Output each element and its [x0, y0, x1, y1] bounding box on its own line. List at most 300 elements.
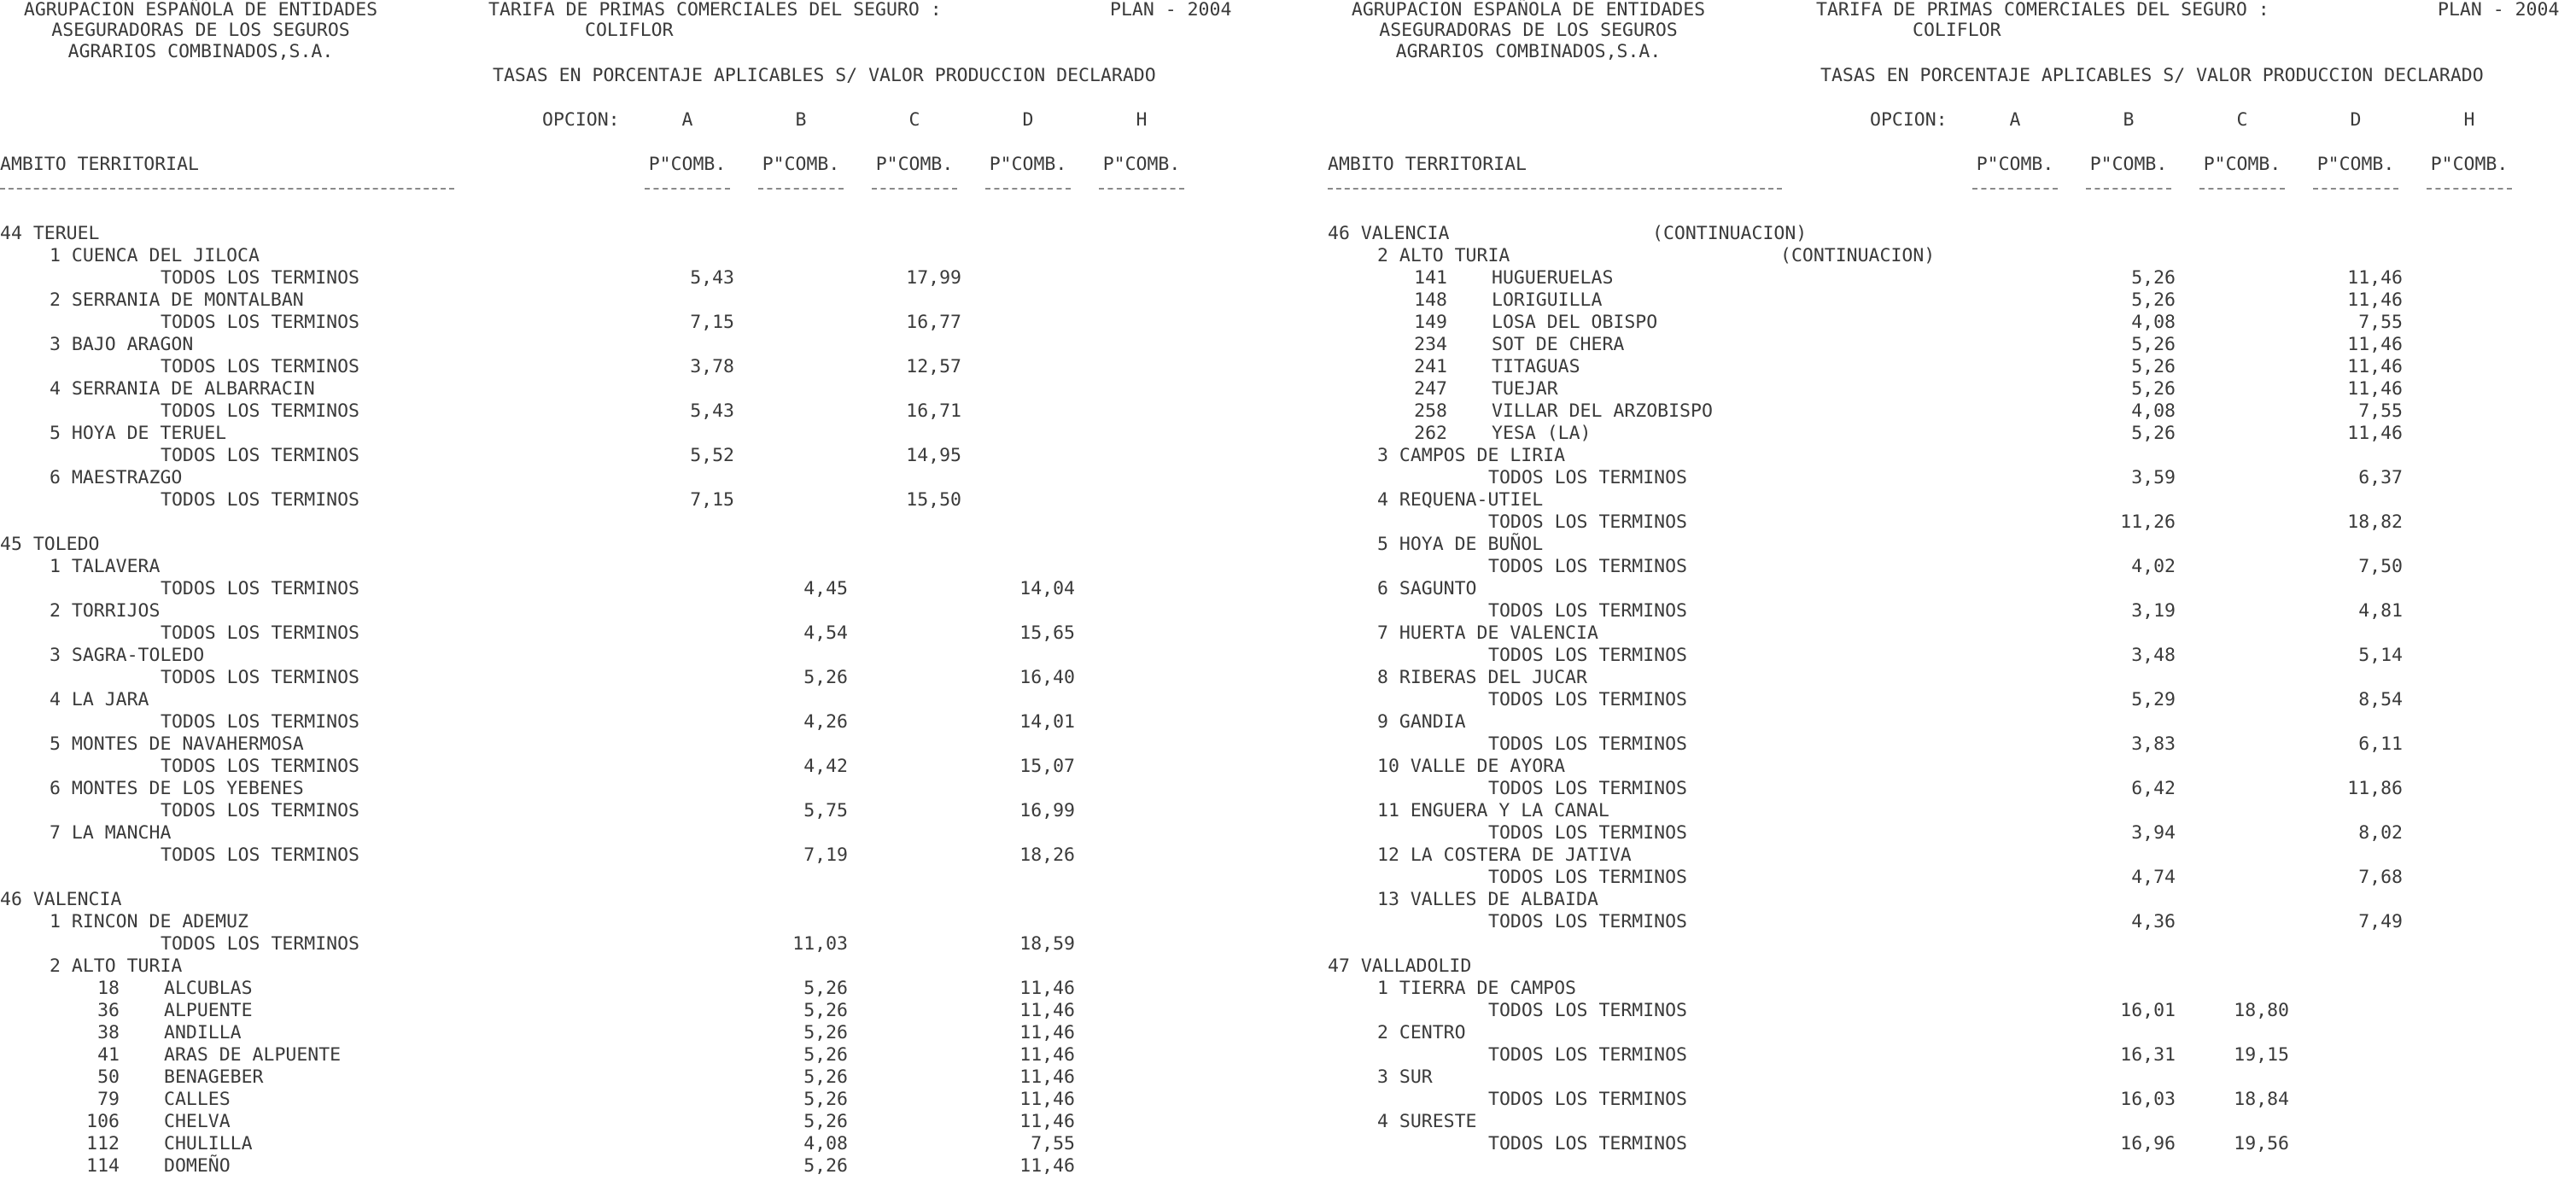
rate-b: 5,26 — [2131, 356, 2176, 377]
rate-d: 18,26 — [1019, 844, 1075, 866]
rate-b: 5,26 — [803, 1155, 848, 1177]
col-underline-a — [1972, 188, 2058, 190]
comarca-name: 10 VALLE DE AYORA — [1377, 756, 1566, 777]
comarca-row — [0, 379, 1288, 400]
rate-b: 5,26 — [803, 667, 848, 688]
term-label: TODOS LOS TERMINOS — [1488, 467, 1687, 488]
term-row — [1328, 690, 2576, 710]
rate-d: 7,68 — [2358, 867, 2403, 888]
term-label: TODOS LOS TERMINOS — [161, 622, 359, 644]
rate-d: 7,50 — [2358, 556, 2403, 577]
municipio-row — [1328, 268, 2576, 289]
option-c: C — [908, 109, 920, 131]
term-label: TODOS LOS TERMINOS — [1488, 556, 1687, 577]
rate-d: 11,46 — [1019, 1044, 1075, 1066]
rate-b: 5,29 — [2131, 689, 2176, 710]
rate-b: 11,03 — [792, 933, 848, 955]
spacer-row — [1328, 934, 2576, 955]
term-label: TODOS LOS TERMINOS — [161, 312, 359, 333]
rate-b: 5,26 — [2131, 267, 2176, 289]
municipio-code: 149 — [1414, 312, 1447, 333]
term-label: TODOS LOS TERMINOS — [161, 667, 359, 688]
comarca-name: 4 SURESTE — [1377, 1111, 1477, 1132]
comarca-name: 7 HUERTA DE VALENCIA — [1377, 622, 1598, 644]
comarca-name: 6 SAGUNTO — [1377, 578, 1477, 599]
municipio-name: ANDILLA — [164, 1022, 242, 1043]
rate-a: 3,78 — [690, 356, 734, 377]
term-row — [1328, 1134, 2576, 1154]
comarca-name: 3 BAJO ARAGON — [50, 334, 194, 355]
term-row — [1328, 912, 2576, 932]
col-header-b: P"COMB. — [762, 154, 840, 175]
rate-d: 11,46 — [1019, 1022, 1075, 1043]
municipio-name: VILLAR DEL ARZOBISPO — [1492, 400, 1713, 422]
col-header-b: P"COMB. — [2089, 154, 2168, 175]
term-row — [1328, 1090, 2576, 1110]
col-underline-b — [2086, 188, 2171, 190]
rate-d: 7,55 — [2358, 312, 2403, 333]
option-b: B — [2123, 109, 2135, 131]
rate-b: 5,26 — [2131, 334, 2176, 355]
rate-b: 3,94 — [2131, 822, 2176, 844]
rate-d: 11,46 — [1019, 1111, 1075, 1132]
comarca-name: 5 MONTES DE NAVAHERMOSA — [50, 733, 304, 755]
term-label: TODOS LOS TERMINOS — [161, 756, 359, 777]
rate-c: 19,15 — [2234, 1044, 2289, 1066]
province-name: 46 VALENCIA — [1328, 223, 1450, 244]
term-row — [1328, 512, 2576, 533]
province-row — [1328, 956, 2576, 977]
municipio-row — [1328, 401, 2576, 422]
term-row — [1328, 557, 2576, 577]
col-header-a: P"COMB. — [1976, 154, 2054, 175]
comarca-name: 2 TORRIJOS — [50, 600, 161, 622]
option-h: H — [2463, 109, 2475, 131]
option-b: B — [795, 109, 807, 131]
rate-b: 11,26 — [2120, 511, 2176, 533]
tariff-title: TARIFA DE PRIMAS COMERCIALES DEL SEGURO : — [488, 0, 942, 20]
municipio-name: TITAGUAS — [1492, 356, 1580, 377]
rate-b: 4,54 — [803, 622, 848, 644]
province-name: 45 TOLEDO — [0, 534, 100, 555]
comarca-name: 6 MONTES DE LOS YEBENES — [50, 778, 304, 799]
term-row — [0, 668, 1288, 688]
rate-d: 14,04 — [1019, 578, 1075, 599]
comarca-row — [1328, 490, 2576, 511]
municipio-row — [1328, 313, 2576, 333]
rate-d: 11,86 — [2347, 778, 2403, 799]
municipio-code: 18 — [97, 978, 120, 999]
comarca-row — [0, 690, 1288, 710]
municipio-name: LOSA DEL OBISPO — [1492, 312, 1658, 333]
rate-b: 4,08 — [2131, 400, 2176, 422]
term-label: TODOS LOS TERMINOS — [1488, 689, 1687, 710]
comarca-row — [1328, 446, 2576, 466]
col-header-h: P"COMB. — [1102, 154, 1181, 175]
rate-b: 4,74 — [2131, 867, 2176, 888]
comarca-row — [0, 424, 1288, 444]
term-row — [0, 268, 1288, 289]
term-label: TODOS LOS TERMINOS — [161, 489, 359, 511]
org-line-2: ASEGURADORAS DE LOS SEGUROS — [1379, 20, 1678, 41]
comarca-name: 11 ENGUERA Y LA CANAL — [1377, 800, 1609, 821]
rate-d: 6,37 — [2358, 467, 2403, 488]
col-header-c: P"COMB. — [875, 154, 954, 175]
rate-b: 5,26 — [803, 1044, 848, 1066]
rate-d: 4,81 — [2358, 600, 2403, 622]
rate-b: 4,08 — [2131, 312, 2176, 333]
org-line-1: AGRUPACION ESPAÑOLA DE ENTIDADES — [1351, 0, 1706, 20]
comarca-name: 2 SERRANIA DE MONTALBAN — [50, 289, 304, 311]
rate-d: 16,40 — [1019, 667, 1075, 688]
term-row — [0, 579, 1288, 599]
rate-c: 17,99 — [906, 267, 961, 289]
rate-d: 11,46 — [1019, 1066, 1075, 1088]
term-label: TODOS LOS TERMINOS — [1488, 1044, 1687, 1066]
col-underline-d — [2313, 188, 2398, 190]
option-a: A — [2009, 109, 2021, 131]
org-line-2: ASEGURADORAS DE LOS SEGUROS — [51, 20, 350, 41]
province-row — [1328, 224, 2576, 244]
term-row — [1328, 468, 2576, 488]
rate-b: 3,59 — [2131, 467, 2176, 488]
rate-b: 16,31 — [2120, 1044, 2176, 1066]
col-underline-c — [2199, 188, 2285, 190]
rate-c: 16,71 — [906, 400, 961, 422]
plan-label: PLAN - 2004 — [2438, 0, 2560, 20]
rate-c: 18,80 — [2234, 1000, 2289, 1021]
rate-b: 5,26 — [803, 1089, 848, 1110]
comarca-row — [1328, 668, 2576, 688]
term-row — [0, 446, 1288, 466]
spacer-row — [0, 512, 1288, 533]
municipio-code: 262 — [1414, 423, 1447, 444]
comarca-row — [0, 779, 1288, 799]
term-label: TODOS LOS TERMINOS — [161, 844, 359, 866]
rate-d: 7,55 — [1031, 1133, 1075, 1154]
comarca-name: 9 GANDIA — [1377, 711, 1466, 733]
col-header-d: P"COMB. — [2316, 154, 2395, 175]
municipio-row — [0, 1112, 1288, 1132]
comarca-name: 2 ALTO TURIA — [50, 955, 183, 977]
term-row — [0, 357, 1288, 377]
municipio-name: SOT DE CHERA — [1492, 334, 1625, 355]
municipio-code: 112 — [86, 1133, 120, 1154]
comarca-row — [1328, 845, 2576, 866]
rate-d: 18,59 — [1019, 933, 1075, 955]
rate-c: 16,77 — [906, 312, 961, 333]
option-label: OPCION: — [1870, 109, 1948, 131]
rate-a: 5,52 — [690, 445, 734, 466]
municipio-row — [1328, 335, 2576, 355]
org-line-3: AGRARIOS COMBINADOS,S.A. — [67, 41, 334, 62]
comarca-name: 6 MAESTRAZGO — [50, 467, 183, 488]
comarca-row — [0, 734, 1288, 755]
comarca-row — [0, 912, 1288, 932]
rate-b: 5,26 — [2131, 378, 2176, 400]
term-label: TODOS LOS TERMINOS — [161, 400, 359, 422]
term-label: TODOS LOS TERMINOS — [1488, 778, 1687, 799]
province-row — [0, 535, 1288, 555]
comarca-row — [0, 557, 1288, 577]
comarca-row — [1328, 712, 2576, 733]
municipio-row — [0, 1067, 1288, 1088]
municipio-name: ARAS DE ALPUENTE — [164, 1044, 342, 1066]
comarca-row — [0, 646, 1288, 666]
rate-d: 8,02 — [2358, 822, 2403, 844]
rate-b: 5,26 — [803, 1111, 848, 1132]
rate-d: 11,46 — [2347, 356, 2403, 377]
rate-b: 4,02 — [2131, 556, 2176, 577]
municipio-code: 141 — [1414, 267, 1447, 289]
municipio-name: LORIGUILLA — [1492, 289, 1603, 311]
municipio-name: YESA (LA) — [1492, 423, 1592, 444]
term-label: TODOS LOS TERMINOS — [1488, 645, 1687, 666]
rate-d: 16,99 — [1019, 800, 1075, 821]
rate-d: 6,11 — [2358, 733, 2403, 755]
comarca-row — [0, 468, 1288, 488]
rate-b: 3,19 — [2131, 600, 2176, 622]
municipio-row — [0, 1045, 1288, 1066]
comarca-row — [1328, 1067, 2576, 1088]
municipio-code: 258 — [1414, 400, 1447, 422]
comarca-name: 5 HOYA DE BUÑOL — [1377, 534, 1544, 555]
province-name: 47 VALLADOLID — [1328, 955, 1472, 977]
rate-c: 14,95 — [906, 445, 961, 466]
ambito-underline — [0, 188, 454, 190]
comarca-name: 13 VALLES DE ALBAIDA — [1377, 889, 1598, 910]
ambito-label: AMBITO TERRITORIAL — [0, 154, 199, 175]
municipio-row — [1328, 424, 2576, 444]
rate-d: 18,82 — [2347, 511, 2403, 533]
municipio-name: ALPUENTE — [164, 1000, 253, 1021]
term-row — [0, 623, 1288, 644]
col-underline-h — [2427, 188, 2512, 190]
comarca-row — [1328, 890, 2576, 910]
municipio-code: 36 — [97, 1000, 120, 1021]
rate-d: 11,46 — [1019, 1155, 1075, 1177]
comarca-row — [1328, 579, 2576, 599]
comarca-name: 8 RIBERAS DEL JUCAR — [1377, 667, 1587, 688]
municipio-code: 247 — [1414, 378, 1447, 400]
term-row — [1328, 1001, 2576, 1021]
term-row — [0, 845, 1288, 866]
rates-note: TASAS EN PORCENTAJE APLICABLES S/ VALOR PRODUCCION DECLARADO — [493, 65, 1156, 86]
col-header-d: P"COMB. — [989, 154, 1067, 175]
rate-d: 7,49 — [2358, 911, 2403, 932]
municipio-code: 38 — [97, 1022, 120, 1043]
comarca-row — [0, 823, 1288, 844]
comarca-row — [0, 956, 1288, 977]
municipio-code: 50 — [97, 1066, 120, 1088]
rate-d: 15,65 — [1019, 622, 1075, 644]
rate-b: 4,42 — [803, 756, 848, 777]
col-header-a: P"COMB. — [648, 154, 727, 175]
municipio-name: CALLES — [164, 1089, 231, 1110]
comarca-name: 1 RINCON DE ADEMUZ — [50, 911, 248, 932]
term-row — [1328, 601, 2576, 622]
municipio-row — [0, 1001, 1288, 1021]
term-row — [0, 490, 1288, 511]
term-label: TODOS LOS TERMINOS — [161, 445, 359, 466]
municipio-row — [0, 1023, 1288, 1043]
term-row — [0, 401, 1288, 422]
comarca-name: 2 ALTO TURIA — [1377, 245, 1510, 266]
rates-note: TASAS EN PORCENTAJE APLICABLES S/ VALOR PRODUCCION DECLARADO — [1820, 65, 2484, 86]
municipio-code: 41 — [97, 1044, 120, 1066]
comarca-row — [1328, 246, 2576, 266]
option-a: A — [681, 109, 693, 131]
municipio-row — [1328, 379, 2576, 400]
term-label: TODOS LOS TERMINOS — [161, 356, 359, 377]
municipio-row — [0, 1156, 1288, 1177]
ambito-underline — [1328, 188, 1782, 190]
municipio-code: 241 — [1414, 356, 1447, 377]
rate-c: 18,84 — [2234, 1089, 2289, 1110]
comarca-row — [1328, 1112, 2576, 1132]
comarca-name: 3 SUR — [1377, 1066, 1433, 1088]
option-d: D — [2350, 109, 2362, 131]
term-label: TODOS LOS TERMINOS — [1488, 1000, 1687, 1021]
rate-a: 7,15 — [690, 312, 734, 333]
term-label: TODOS LOS TERMINOS — [161, 267, 359, 289]
rate-b: 4,26 — [803, 711, 848, 733]
term-label: TODOS LOS TERMINOS — [1488, 1133, 1687, 1154]
province-row — [0, 224, 1288, 244]
province-name: 44 TERUEL — [0, 223, 100, 244]
rate-c: 19,56 — [2234, 1133, 2289, 1154]
comarca-row — [1328, 979, 2576, 999]
rate-b: 5,26 — [2131, 423, 2176, 444]
continuation-note: (CONTINUACION) — [1780, 245, 1936, 266]
rate-b: 5,26 — [803, 978, 848, 999]
rate-b: 5,26 — [803, 1066, 848, 1088]
col-header-h: P"COMB. — [2430, 154, 2509, 175]
term-label: TODOS LOS TERMINOS — [161, 933, 359, 955]
spacer-row — [0, 868, 1288, 888]
tariff-title: TARIFA DE PRIMAS COMERCIALES DEL SEGURO : — [1816, 0, 2269, 20]
municipio-code: 114 — [86, 1155, 120, 1177]
term-row — [0, 757, 1288, 777]
rate-b: 16,96 — [2120, 1133, 2176, 1154]
col-underline-a — [645, 188, 730, 190]
option-label: OPCION: — [542, 109, 620, 131]
term-label: TODOS LOS TERMINOS — [1488, 911, 1687, 932]
crop-name: COLIFLOR — [1913, 20, 2001, 41]
rate-b: 5,26 — [803, 1000, 848, 1021]
rate-a: 7,15 — [690, 489, 734, 511]
comarca-name: 1 TIERRA DE CAMPOS — [1377, 978, 1576, 999]
rate-d: 5,14 — [2358, 645, 2403, 666]
municipio-name: TUEJAR — [1492, 378, 1558, 400]
comarca-name: 4 REQUENA-UTIEL — [1377, 489, 1544, 511]
rate-d: 11,46 — [2347, 334, 2403, 355]
plan-label: PLAN - 2004 — [1110, 0, 1232, 20]
term-row — [1328, 868, 2576, 888]
ambito-label: AMBITO TERRITORIAL — [1328, 154, 1527, 175]
rate-b: 4,08 — [803, 1133, 848, 1154]
term-row — [0, 712, 1288, 733]
rate-d: 11,46 — [2347, 378, 2403, 400]
rate-d: 11,46 — [1019, 1000, 1075, 1021]
term-row — [0, 934, 1288, 955]
term-label: TODOS LOS TERMINOS — [1488, 511, 1687, 533]
rate-b: 3,48 — [2131, 645, 2176, 666]
municipio-code: 106 — [86, 1111, 120, 1132]
rate-b: 16,01 — [2120, 1000, 2176, 1021]
comarca-name: 2 CENTRO — [1377, 1022, 1466, 1043]
municipio-name: CHELVA — [164, 1111, 231, 1132]
rate-b: 7,19 — [803, 844, 848, 866]
comarca-row — [1328, 623, 2576, 644]
comarca-row — [1328, 535, 2576, 555]
comarca-name: 4 SERRANIA DE ALBARRACIN — [50, 378, 315, 400]
option-c: C — [2236, 109, 2248, 131]
comarca-row — [0, 290, 1288, 311]
rate-d: 11,46 — [2347, 289, 2403, 311]
comarca-row — [0, 335, 1288, 355]
crop-name: COLIFLOR — [585, 20, 674, 41]
rate-c: 15,50 — [906, 489, 961, 511]
rate-b: 3,83 — [2131, 733, 2176, 755]
col-underline-c — [872, 188, 957, 190]
rate-b: 6,42 — [2131, 778, 2176, 799]
comarca-name: 3 CAMPOS DE LIRIA — [1377, 445, 1566, 466]
municipio-row — [0, 979, 1288, 999]
comarca-name: 4 LA JARA — [50, 689, 149, 710]
term-label: TODOS LOS TERMINOS — [161, 578, 359, 599]
comarca-row — [1328, 801, 2576, 821]
rate-b: 16,03 — [2120, 1089, 2176, 1110]
term-label: TODOS LOS TERMINOS — [1488, 600, 1687, 622]
rate-d: 11,46 — [1019, 978, 1075, 999]
rate-d: 15,07 — [1019, 756, 1075, 777]
municipio-name: BENAGEBER — [164, 1066, 264, 1088]
term-label: TODOS LOS TERMINOS — [1488, 733, 1687, 755]
continuation-note: (CONTINUACION) — [1652, 223, 1808, 244]
province-row — [0, 890, 1288, 910]
rate-d: 7,55 — [2358, 400, 2403, 422]
col-underline-b — [758, 188, 844, 190]
term-row — [0, 313, 1288, 333]
term-label: TODOS LOS TERMINOS — [1488, 1089, 1687, 1110]
comarca-name: 5 HOYA DE TERUEL — [50, 423, 227, 444]
comarca-name: 3 SAGRA-TOLEDO — [50, 645, 205, 666]
municipio-row — [0, 1090, 1288, 1110]
province-name: 46 VALENCIA — [0, 889, 122, 910]
term-row — [1328, 646, 2576, 666]
comarca-row — [1328, 757, 2576, 777]
term-row — [1328, 779, 2576, 799]
municipio-row — [0, 1134, 1288, 1154]
rate-d: 11,46 — [2347, 267, 2403, 289]
municipio-name: HUGUERUELAS — [1492, 267, 1614, 289]
col-underline-h — [1099, 188, 1184, 190]
comarca-row — [0, 246, 1288, 266]
term-row — [1328, 823, 2576, 844]
tariff-page-right — [1328, 0, 2576, 1192]
municipio-row — [1328, 290, 2576, 311]
rate-d: 14,01 — [1019, 711, 1075, 733]
rate-a: 5,43 — [690, 267, 734, 289]
municipio-code: 234 — [1414, 334, 1447, 355]
municipio-name: DOMEÑO — [164, 1155, 231, 1177]
municipio-code: 148 — [1414, 289, 1447, 311]
col-underline-d — [985, 188, 1071, 190]
rate-b: 5,75 — [803, 800, 848, 821]
rate-b: 4,45 — [803, 578, 848, 599]
term-row — [1328, 1045, 2576, 1066]
